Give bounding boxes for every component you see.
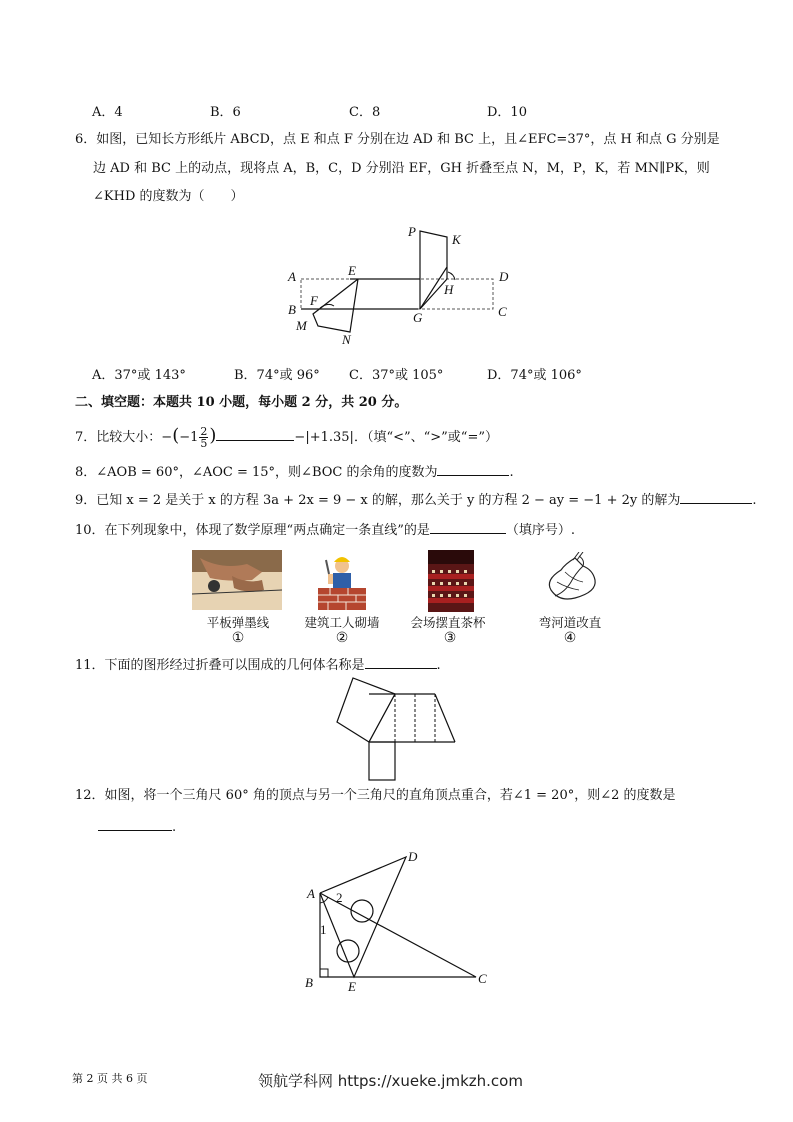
label-B: B [288, 302, 296, 317]
label-P: P [408, 224, 416, 239]
label-B: B [305, 975, 313, 990]
q12-end: . [172, 820, 177, 835]
q10-answer-blank[interactable] [430, 521, 506, 534]
label-E: E [348, 263, 356, 278]
q7-paren-open: ( [172, 425, 180, 446]
q9-answer-blank[interactable] [680, 491, 752, 504]
q9-end: . [752, 493, 757, 508]
label-2: 2 [336, 890, 343, 905]
q5-option-c: C．8 [349, 105, 381, 120]
q10-caption-1: 平板弹墨线 [206, 615, 270, 630]
q7-prefix: 7．比较大小： [75, 430, 162, 445]
q5-option-b: B．6 [210, 105, 241, 120]
left-fold [313, 279, 358, 332]
q5-option-d: D．10 [487, 105, 527, 120]
q7-fraction [199, 426, 208, 449]
q6-option-d: D．74°或 106° [487, 368, 582, 383]
q7-neg: − [161, 430, 173, 445]
q8-end: . [509, 465, 514, 480]
q10-number-1: ① [231, 630, 245, 646]
q10-caption-3: 会场摆直茶杯 [410, 615, 486, 630]
label-E: E [348, 979, 356, 994]
label-C: C [478, 971, 487, 986]
q6-option-c: C．37°或 105° [349, 368, 444, 383]
q7-fraction-den: 5 [200, 437, 208, 450]
q6-line-1: 6．如图，已知长方形纸片 ABCD，点 E 和点 F 分别在边 AD 和 BC 上，且∠EFC=37°，点 H 和点 G 分别是 [75, 132, 720, 147]
q12-answer-blank[interactable] [98, 818, 172, 831]
q8 [75, 463, 514, 483]
q6-option-a: A．37°或 143° [92, 368, 186, 383]
q10-text: 10．在下列现象中，体现了数学原理“两点确定一条直线”的是 [75, 523, 430, 538]
q10-caption-2: 建筑工人砌墙 [304, 615, 380, 630]
label-G: G [413, 310, 423, 325]
q11-text: 11．下面的图形经过折叠可以围成的几何体名称是 [75, 658, 365, 673]
q10-suffix: （填序号）. [505, 523, 575, 538]
q7-abs: |+1.35| [305, 430, 354, 445]
q7-paren-close: ) [209, 425, 217, 446]
label-C: C [498, 304, 507, 319]
q8-text: 8．∠AOB = 60°，∠AOC = 15°，则∠BOC 的余角的度数为 [75, 465, 438, 480]
label-K: K [452, 232, 461, 247]
q9-text: 9．已知 x = 2 是关于 x 的方程 3a + 2x = 9 − x 的解，那么关于 y 的方程 2 − ay = −1 + 2y 的解为 [75, 493, 681, 508]
label-F: F [310, 293, 318, 308]
q11-net-figure [335, 674, 461, 782]
q7-answer-blank[interactable] [216, 428, 294, 441]
river-straighten-drawing [535, 552, 607, 610]
q11-answer-blank[interactable] [365, 656, 437, 669]
q10-caption-4: 弯河道改直 [538, 615, 602, 630]
q10 [75, 521, 575, 541]
page-number: 第 2 页 共 6 页 [72, 1072, 148, 1085]
triangle-ABC [320, 893, 476, 977]
meeting-hall-photo [428, 550, 474, 612]
label-H: H [444, 282, 454, 297]
q11-end: . [436, 658, 441, 673]
q10-number-2: ② [335, 630, 349, 646]
triangle-ADE [320, 857, 406, 977]
q7-suffix: ．（填“<”、“>”或“=”） [353, 430, 498, 445]
q10-number-3: ③ [443, 630, 457, 646]
right-fold [420, 231, 447, 309]
q12-line-2 [98, 818, 176, 838]
q7 [75, 426, 498, 449]
q5-option-a: A．4 [92, 105, 123, 120]
q6-option-b: B．74°或 96° [234, 368, 320, 383]
q7-minus: − [294, 430, 306, 445]
label-M: M [296, 318, 307, 333]
q7-minus-one: −1 [179, 430, 199, 445]
site-watermark[interactable]: 领航学科网 https://xueke.jmkzh.com [258, 1072, 523, 1090]
label-D: D [408, 849, 418, 864]
label-A: A [307, 886, 315, 901]
q6-figure [280, 220, 520, 350]
section-2-heading: 二、填空题：本题共 10 小题，每小题 2 分，共 20 分。 [75, 395, 408, 410]
q12-figure [300, 845, 500, 997]
label-D: D [499, 269, 509, 284]
ink-line-photo [192, 550, 282, 610]
q9 [75, 491, 757, 511]
label-N: N [342, 332, 351, 347]
q11 [75, 656, 441, 676]
label-1: 1 [320, 922, 327, 937]
q6-line-3: ∠KHD 的度数为（ ） [93, 189, 244, 204]
q10-number-4: ④ [563, 630, 577, 646]
q6-line-2: 边 AD 和 BC 上的动点，现将点 A，B，C，D 分别沿 EF，GH 折叠至点 N，M，P，K，若 MN∥PK，则 [93, 161, 710, 176]
q7-fraction-num: 2 [200, 425, 208, 438]
bricklayer-picture [318, 550, 366, 610]
label-A: A [288, 269, 296, 284]
q12-line-1: 12．如图，将一个三角尺 60° 角的顶点与另一个三角尺的直角顶点重合，若∠1 = 20°，则∠2 的度数是 [75, 788, 676, 803]
q8-answer-blank[interactable] [437, 463, 509, 476]
